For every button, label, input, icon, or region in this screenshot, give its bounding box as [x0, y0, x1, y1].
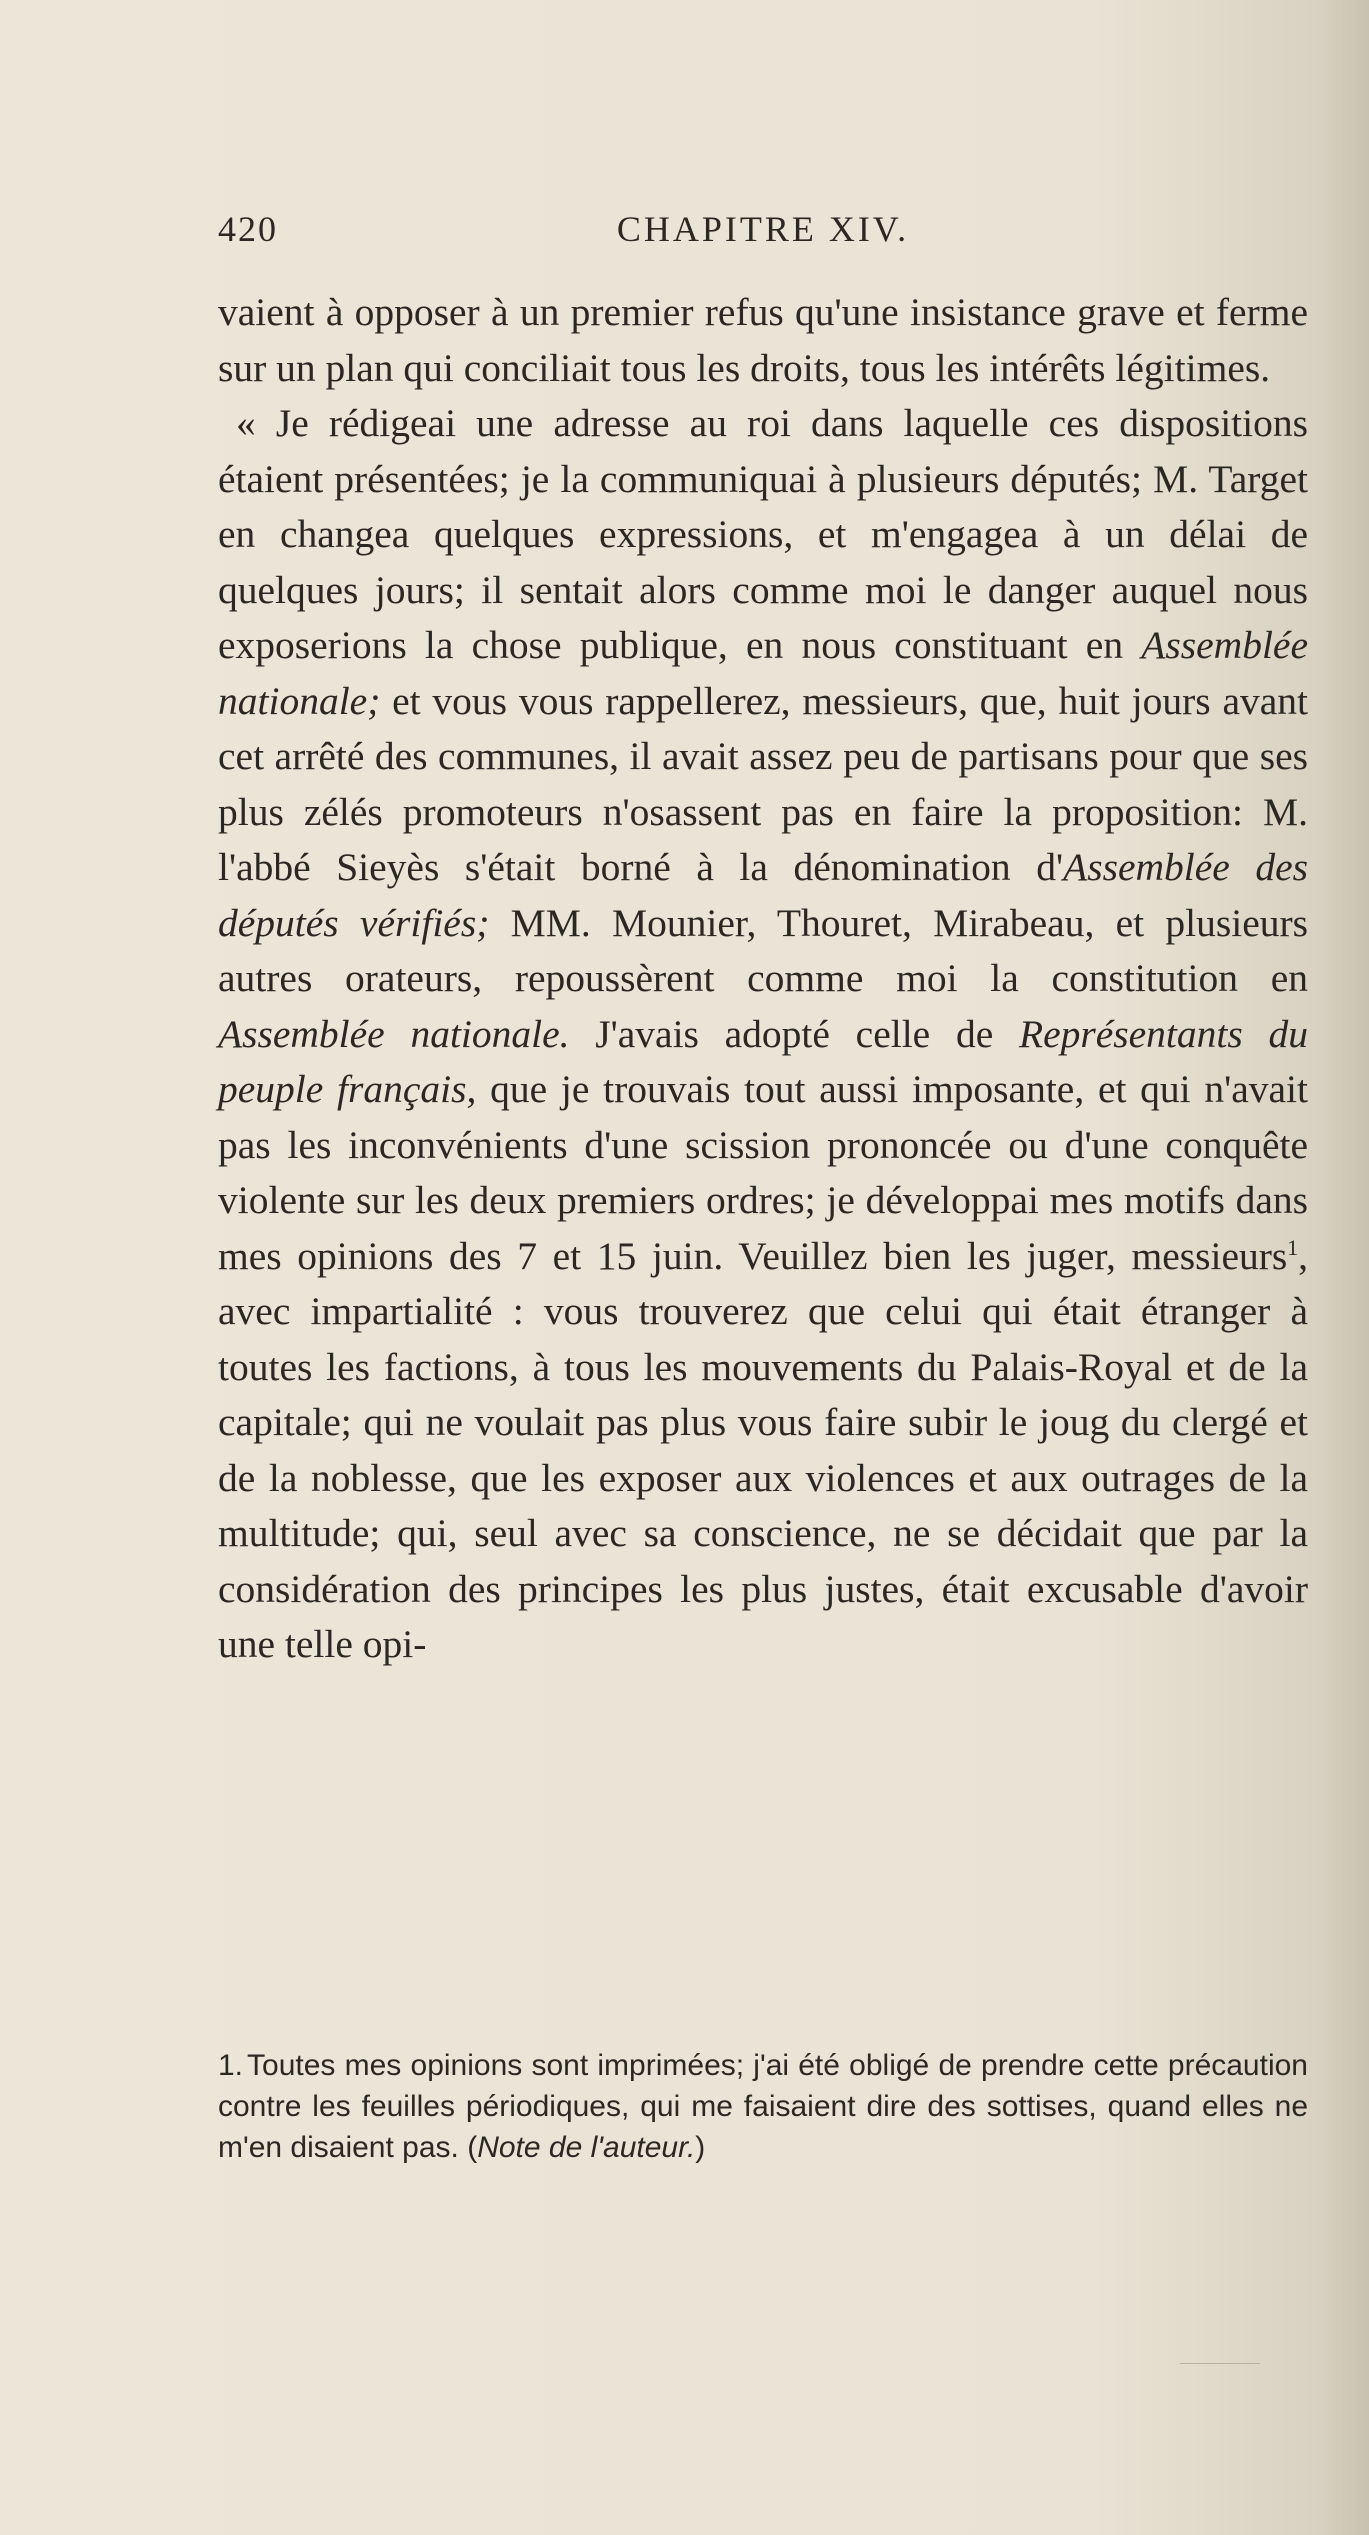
paragraph-continuation: vaient à opposer à un premier refus qu'une insistance grave et ferme sur un plan qui conciliait tous les droits, tous les intérêts légitimes. [218, 290, 1308, 390]
italic-term: Assemblée des députés vérifiés; [218, 845, 1309, 945]
text-run: MM. Mounier, Thouret, Mirabeau, et plusieurs autres orateurs, repoussèrent comme moi la constitution en [218, 900, 1309, 1000]
italic-term: Assemblée nationale. [218, 1011, 570, 1056]
body-text [218, 285, 1308, 1673]
footnote-text: Toutes mes opinions sont imprimées; j'ai été obligé de prendre cette précaution contre les feuilles périodiques, qui me faisaient dire des sottises, quand elles ne m'en disaient pas. ( [218, 2049, 1308, 2164]
running-head [218, 208, 1308, 258]
footnote-note-italic: Note de l'auteur. [477, 2131, 696, 2164]
footnote-number: 1. [218, 2049, 244, 2082]
italic-term: Assemblée nationale; [218, 623, 1308, 723]
text-run: « Je rédigeai une adresse au roi dans laquelle ces dispositions étaient présentées; je la communiquai à plusieurs députés; M. Target en changea quelques expressions, et m'engagea à un délai de quelques jours; il sentait alors comme moi le danger auquel nous exposerions la chose publique, en nous constituant en [218, 401, 1308, 667]
text-run: et vous vous rappellerez, messieurs, que, huit jours avant cet arrêté des communes, il avait assez peu de partisans pour que ses plus zélés promoteurs n'osassent pas en faire la proposition: M. l'abbé Sieyès s'était borné à la dénomination d' [218, 678, 1308, 889]
footnote [218, 2045, 1308, 2168]
italic-term: Représentants du peuple français, [218, 1011, 1308, 1111]
text-run: , avec impartialité : vous trouverez que celui qui était étranger à toutes les factions, à tous les mouvements du Palais-Royal et de la capitale; qui ne voulait pas plus vous faire subir le joug du clergé et de la noblesse, que les exposer aux violences et aux outrages de la multitude; qui, seul avec sa conscience, ne se décidait que par la considération des principes les plus justes, était excusable d'avoir une telle opi- [218, 1233, 1308, 1666]
footnote-reference: 1 [1287, 1235, 1299, 1260]
chapter-title: CHAPITRE XIV. [616, 209, 910, 249]
footnote-close: ) [695, 2131, 706, 2164]
text-run: que je trouvais tout aussi imposante, et qui n'avait pas les inconvénients d'une scission prononcée ou d'une conquête violente sur les deux premiers ordres; je développai mes motifs dans mes opinions des 7 et 15 juin. Veuillez bien les juger, messieurs [218, 1067, 1309, 1278]
page-number: 420 [218, 209, 278, 249]
decorative-rule [1180, 2363, 1260, 2364]
text-run: J'avais adopté celle de [569, 1011, 1019, 1056]
paragraph-quote [218, 396, 1308, 1673]
